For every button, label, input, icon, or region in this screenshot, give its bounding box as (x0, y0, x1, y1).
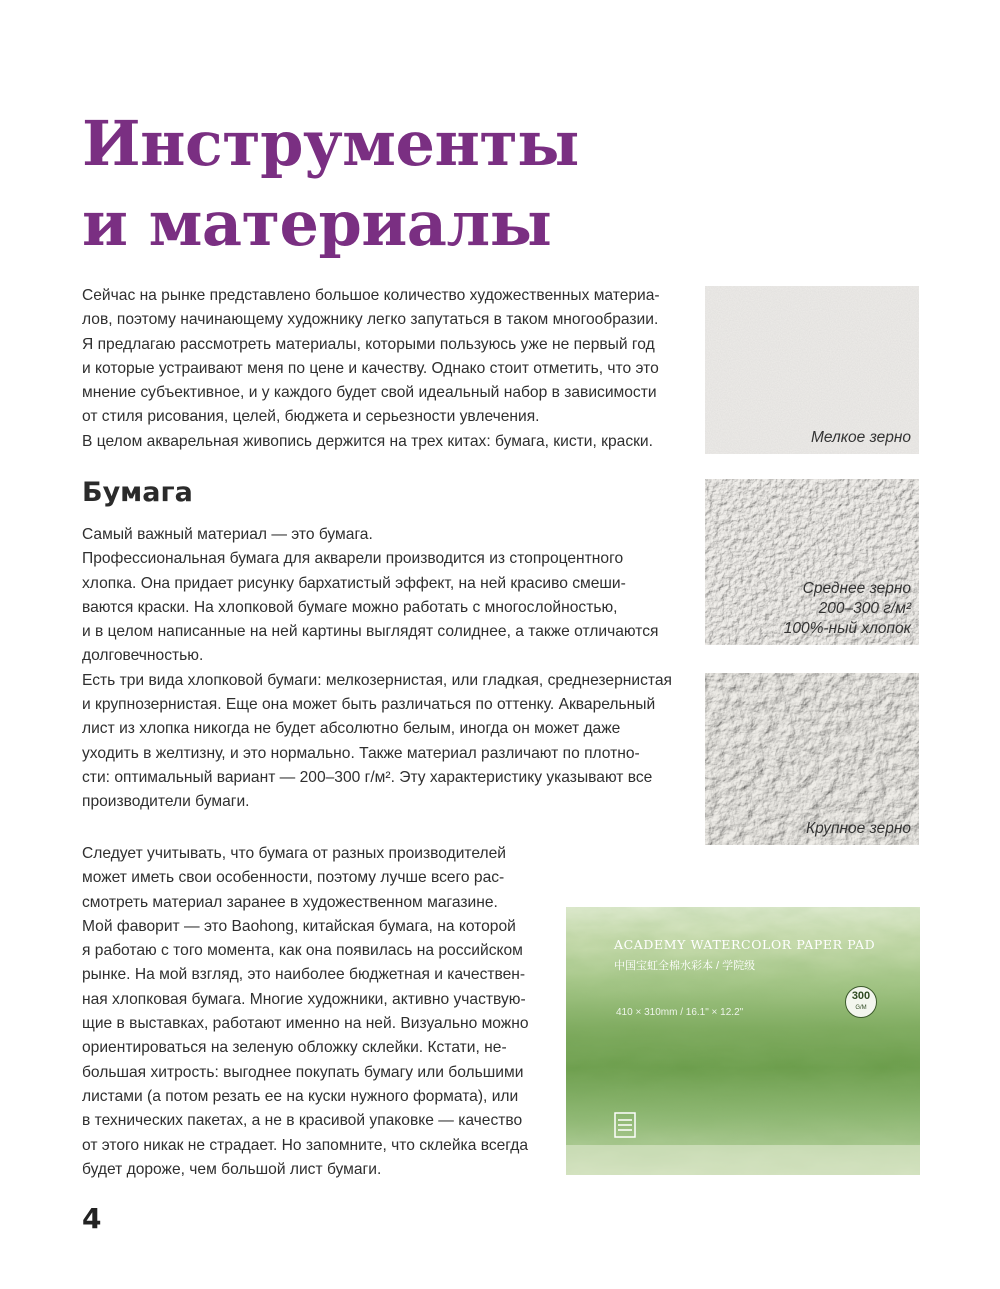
intro-paragraph (82, 284, 680, 454)
baohong-paragraph (82, 842, 535, 1182)
text-line: я работаю с того момента, как она появилась на российском (82, 942, 523, 960)
text-line: лист из хлопка никогда не будет абсолютно белым, иногда он может даже (82, 720, 621, 738)
page-title-line-1: Инструменты (82, 107, 579, 180)
pad-title: ACADEMY WATERCOLOR PAPER PAD (614, 937, 876, 952)
swatch-label: Крупное зерно (805, 820, 911, 837)
pad-subtitle: 中国宝虹全棉水彩本 / 学院级 (614, 960, 756, 972)
text-line: Я предлагаю рассмотреть материалы, которыми пользуюсь уже не первый год (82, 335, 655, 353)
text-line: от стиля рисования, целей, бюджета и серьезности увлечения. (82, 408, 540, 426)
page-title (82, 104, 682, 264)
text-line: сти: оптимальный вариант — 200–300 г/м². Эту характеристику указывают все (82, 768, 653, 786)
text-line: рынке. На мой взгляд, это наиболее бюджетная и качествен- (82, 966, 526, 984)
page-title-line-2: и материалы (82, 187, 552, 260)
text-line: Профессиональная бумага для акварели производится из стопроцентного (82, 550, 624, 568)
text-line: уходить в желтизну, и это нормально. Также материал различают по плотно- (82, 744, 640, 762)
section-heading-paper: Бумага (82, 477, 193, 508)
text-line: может иметь свои особенности, поэтому лучше всего рас- (82, 869, 505, 887)
text-line: щие в выставках, работают именно на ней. Визуально можно (82, 1015, 529, 1033)
text-line: долговечностью. (82, 647, 204, 665)
swatch-label: Среднее зерно 200–300 г/м² 100%-ный хлопок (783, 580, 911, 637)
text-line: Мой фаворит — это Baohong, китайская бумага, на которой (82, 917, 516, 935)
swatch-fine-grain (705, 286, 919, 454)
page-number: 4 (82, 1202, 102, 1235)
text-line: Сейчас на рынке представлено большое количество художественных материа- (82, 287, 660, 304)
text-line: ваются краски. На хлопковой бумаге можно работать с многослойностью, (82, 598, 618, 616)
text-line: Есть три вида хлопковой бумаги: мелкозернистая, или гладкая, среднезернистая (82, 671, 672, 689)
text-line: большая хитрость: выгоднее покупать бумагу или большими (82, 1063, 524, 1081)
text-line: Самый важный материал — это бумага. (82, 526, 373, 543)
text-line: и которые устраивают меня по цене и качеству. Однако стоит отметить, что это (82, 359, 659, 377)
swatch-label: Мелкое зерно (810, 429, 911, 446)
baohong-paper-pad-image (566, 907, 920, 1175)
text-line: и в целом написанные на ней картины выглядят солиднее, а также отличаются (82, 623, 659, 641)
pad-weight-badge: 300 G/M (845, 986, 877, 1018)
baohong-logo-icon (614, 1112, 636, 1138)
text-line: лов, поэтому начинающему художнику легко запутаться в таком многообразии. (82, 311, 659, 329)
text-line: производители бумаги. (82, 793, 250, 811)
pad-size: 410 × 310mm / 16.1" × 12.2" (616, 1007, 744, 1018)
swatch-coarse-grain (705, 673, 919, 845)
text-line: хлопка. Она придает рисунку бархатистый эффект, на ней красиво смеши- (82, 574, 626, 592)
swatch-medium-grain (705, 479, 919, 645)
text-line: и крупнозернистая. Еще она может быть различаться по оттенку. Акварельный (82, 696, 656, 714)
text-line: в технических пакетах, а не в красивой упаковке — качество (82, 1112, 523, 1130)
paper-paragraph (82, 523, 680, 815)
text-line: Следует учитывать, что бумага от разных производителей (82, 845, 507, 862)
text-line: В целом акварельная живопись держится на трех китах: бумага, кисти, краски. (82, 432, 653, 450)
text-line: ориентироваться на зеленую обложку склейки. Кстати, не- (82, 1039, 507, 1057)
text-line: ная хлопковая бумага. Многие художники, активно участвую- (82, 990, 526, 1008)
text-line: мнение субъективное, и у каждого будет свой идеальный набор в зависимости (82, 384, 657, 402)
text-line: от этого никак не страдает. Но запомните, что склейка всегда (82, 1136, 529, 1154)
text-line: будет дороже, чем большой лист бумаги. (82, 1160, 382, 1178)
text-line: листами (а потом резать ее на куски нужного формата), или (82, 1087, 519, 1105)
text-line: смотреть материал заранее в художественном магазине. (82, 893, 498, 911)
